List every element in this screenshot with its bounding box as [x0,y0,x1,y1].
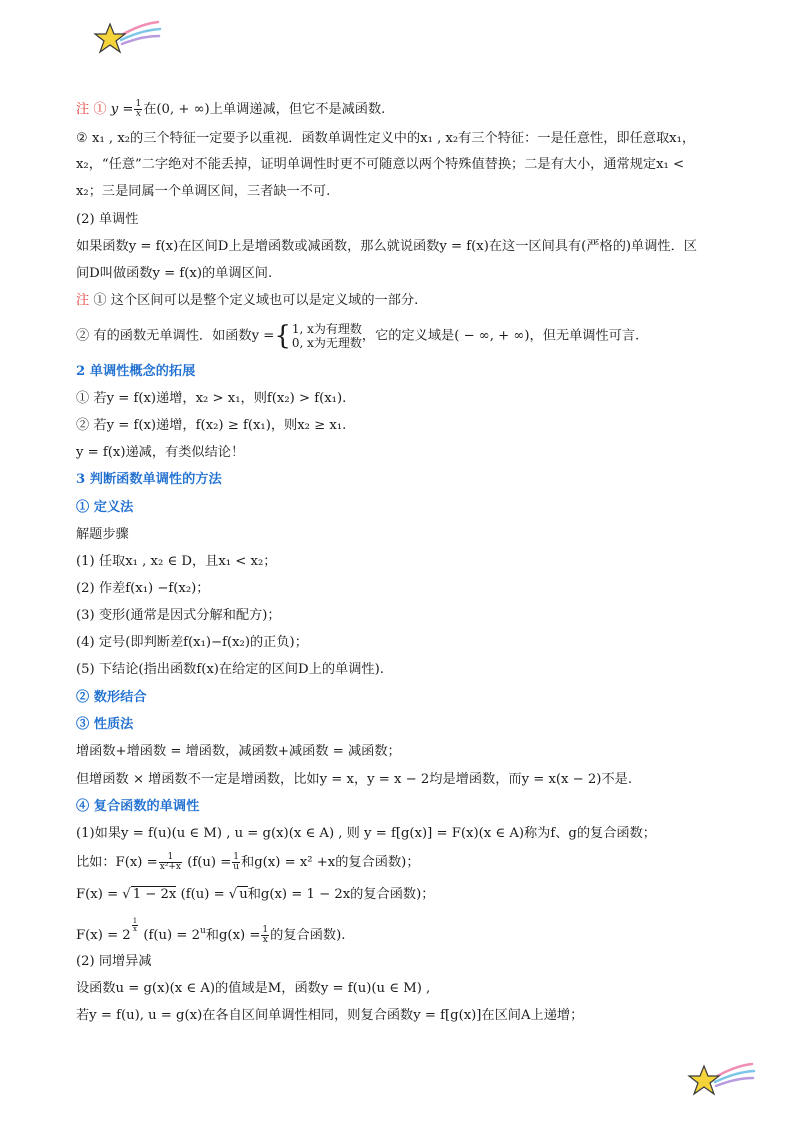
shooting-star-icon [92,16,162,58]
property-line-2: 但增函数 × 增函数不一定是增函数，比如y = x，y = x − 2均是增函数，而y = x(x − 2)不是. [76,772,633,787]
fraction: $\frac{1}{\text{x²+x}}$ [159,852,181,872]
same-increase-heading: (2) 同增异减 [76,954,152,969]
section-3-heading: 3 判断函数单调性的方法 [76,472,222,487]
composite-example-3: F(x) = 2 $\frac{1}{x}$ ($f(u) = 2^u$和g(x) = $\frac{1}{x}$ 的复合函数). [76,917,346,945]
note-1-point-1: 注 ① y = $\frac{1}{x}$ 在(0, + ∞)上单调递减，但它不是减函数. [76,99,386,119]
method-definition: ① 定义法 [76,500,134,515]
note-1-point-2-line-2: x₂，“任意”二字绝对不能丢掉，证明单调性时更不可随意以两个特殊值替换；二是有大小，通常规定x₁ < [76,157,685,172]
method-composite: ④ 复合函数的单调性 [76,799,200,814]
section-2-item-3: y = f(x)递减，有类似结论！ [76,445,245,460]
composite-example-1: 比如：F(x) = $\frac{1}{\text{x²+x}}$ (f(u) = $\frac{1}{u}$ 和g(x) = x² +x的复合函数)； [76,852,420,872]
property-line-1: 增函数+增函数 = 增函数，减函数+减函数 = 减函数； [76,744,401,759]
composite-rule-line-2: 若y = f(u), u = g(x)在各自区间单调性相同，则复合函数y = f[g(x)]在区间A上递增； [76,1008,584,1023]
note-1-point-2-line-3: x₂；三是同属一个单调区间，三者缺一不可. [76,184,331,199]
left-brace: { [274,321,291,351]
exponent: u [200,926,206,936]
radicand: u [239,887,248,902]
note-1-point-2-line-1: ② x₁ , x₂的三个特征一定要予以重视．函数单调性定义中的x₁ , x₂有三个特征：一是任意性，即任意取x₁， [76,131,696,146]
fraction: $\frac{1}{x}$ [135,99,142,119]
section-2-item-2: ② 若y = f(x)递增，f(x₂) ≥ f(x₁)，则x₂ ≥ x₁. [76,418,347,433]
method-graph: ② 数形结合 [76,690,147,705]
fraction: $\frac{1}{x}$ [262,925,269,945]
composite-example-2: F(x) = √ 1 − 2x (f(u) = √ u和g(x) = 1 − 2x的复合函数)； [76,887,435,902]
composite-rule-line-1: 设函数u = g(x)(x ∈ A)的值域是M，函数y = f(u)(u ∈ M) , [76,981,431,996]
step-4: (4) 定号(即判断差f(x₁)−f(x₂)的正负)； [76,635,308,650]
circled-number: ① [93,102,107,117]
note-label: 注 [76,102,90,117]
monotonicity-heading: (2) 单调性 [76,212,139,227]
section-2-heading: 2 单调性概念的拓展 [76,364,196,379]
step-5: (5) 下结论(指出函数f(x)在给定的区间D上的单调性). [76,662,384,677]
method-property: ③ 性质法 [76,717,134,732]
note-label: 注 [76,293,90,308]
steps-title: 解题步骤 [76,527,129,542]
monotonicity-definition-line-1: 如果函数y = f(x)在区间D上是增函数或减函数，那么就说函数y = f(x)在这一区间具有(严格的)单调性．区 [76,239,697,254]
note-2-point-2: ② 有的函数无单调性．如函数y ={ 1, x为有理数 0, x为无理数 ，它的定义域是( − ∞, + ∞)，但无单调性可言. [76,321,640,351]
shooting-star-icon [686,1058,756,1100]
piecewise-cases: 1, x为有理数 0, x为无理数 [291,322,362,350]
fraction: $\frac{1}{u}$ [233,852,240,872]
step-1: (1) 任取x₁ , x₂ ∈ D，且x₁ < x₂； [76,554,277,569]
exponent-fraction: $\frac{1}{x}$ [132,917,138,933]
monotonicity-definition-line-2: 间D叫做函数y = f(x)的单调区间. [76,266,273,281]
step-3: (3) 变形(通常是因式分解和配方)； [76,608,281,623]
composite-definition: (1)如果y = f(u)(u ∈ M) , u = g(x)(x ∈ A) , 则 y = f[g(x)] = F(x)(x ∈ A)称为f、g的复合函数； [76,826,656,841]
radicand: 1 − 2x [132,887,177,902]
step-2: (2) 作差f(x₁) −f(x₂)； [76,581,210,596]
note-2-point-1: 注 ① 这个区间可以是整个定义域也可以是定义域的一部分. [76,293,419,308]
section-2-item-1: ① 若y = f(x)递增，x₂ > x₁，则f(x₂) > f(x₁). [76,391,347,406]
